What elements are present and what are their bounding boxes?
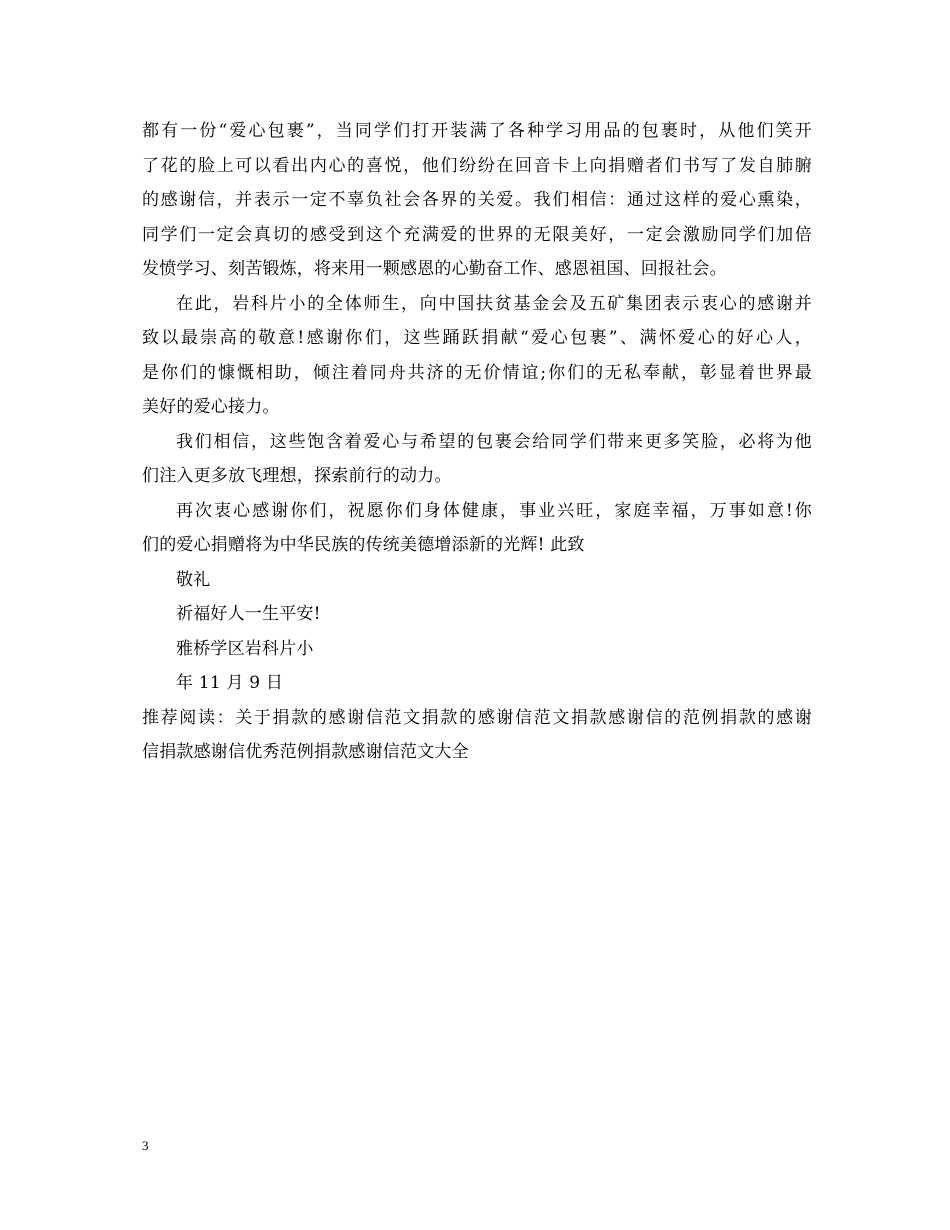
text-line: 我们相信，这些饱含着爱心与希望的包裹会给同学们带来更多笑脸，必将为他 <box>176 431 812 452</box>
text-line: 发愤学习、刻苦锻炼，将来用一颗感恩的心勤奋工作、感恩祖国、回报社会。 <box>142 259 727 279</box>
text-line: 在此，岩科片小的全体师生，向中国扶贫基金会及五矿集团表示衷心的感谢并 <box>176 293 812 314</box>
text-line: 了花的脸上可以看出内心的喜悦，他们纷纷在回音卡上向捐赠者们书写了发自肺腑 <box>142 155 812 176</box>
text-line: 美好的爱心接力。 <box>142 397 280 417</box>
recommended-reading: 信捐款感谢信优秀范例捐款感谢信范文大全 <box>142 742 469 762</box>
closing-wish: 祈福好人一生平安! <box>176 604 321 624</box>
text-line: 是你们的慷慨相助，倾注着同舟共济的无价情谊;你们的无私奉献，彰显着世界最 <box>142 362 812 383</box>
text-line: 都有一份“爱心包裹”，当同学们打开装满了各种学习用品的包裹时，从他们笑开 <box>142 121 812 141</box>
text-line: 同学们一定会真切的感受到这个充满爱的世界的无限美好，一定会激励同学们加倍 <box>142 224 812 245</box>
text-line: 的感谢信，并表示一定不辜负社会各界的关爱。我们相信：通过这样的爱心熏染， <box>142 190 812 210</box>
page-number: 3 <box>142 1138 149 1153</box>
letter-body <box>142 114 812 770</box>
recommended-reading: 推荐阅读：关于捐款的感谢信范文捐款的感谢信范文捐款感谢信的范例捐款的感谢 <box>142 707 812 728</box>
closing-salutation: 敬礼 <box>176 569 211 590</box>
text-line: 致以最崇高的敬意!感谢你们，这些踊跃捐献“爱心包裹”、满怀爱心的好心人， <box>142 328 812 348</box>
signature-date: 年 11 月 9 日 <box>176 673 284 693</box>
text-line: 们的爱心捐赠将为中华民族的传统美德增添新的光辉! 此致 <box>142 535 585 555</box>
text-line: 们注入更多放飞理想，探索前行的动力。 <box>142 466 452 486</box>
signature-school: 雅桥学区岩科片小 <box>176 638 314 659</box>
text-line: 再次衷心感谢你们，祝愿你们身体健康，事业兴旺，家庭幸福，万事如意!你 <box>176 500 812 521</box>
